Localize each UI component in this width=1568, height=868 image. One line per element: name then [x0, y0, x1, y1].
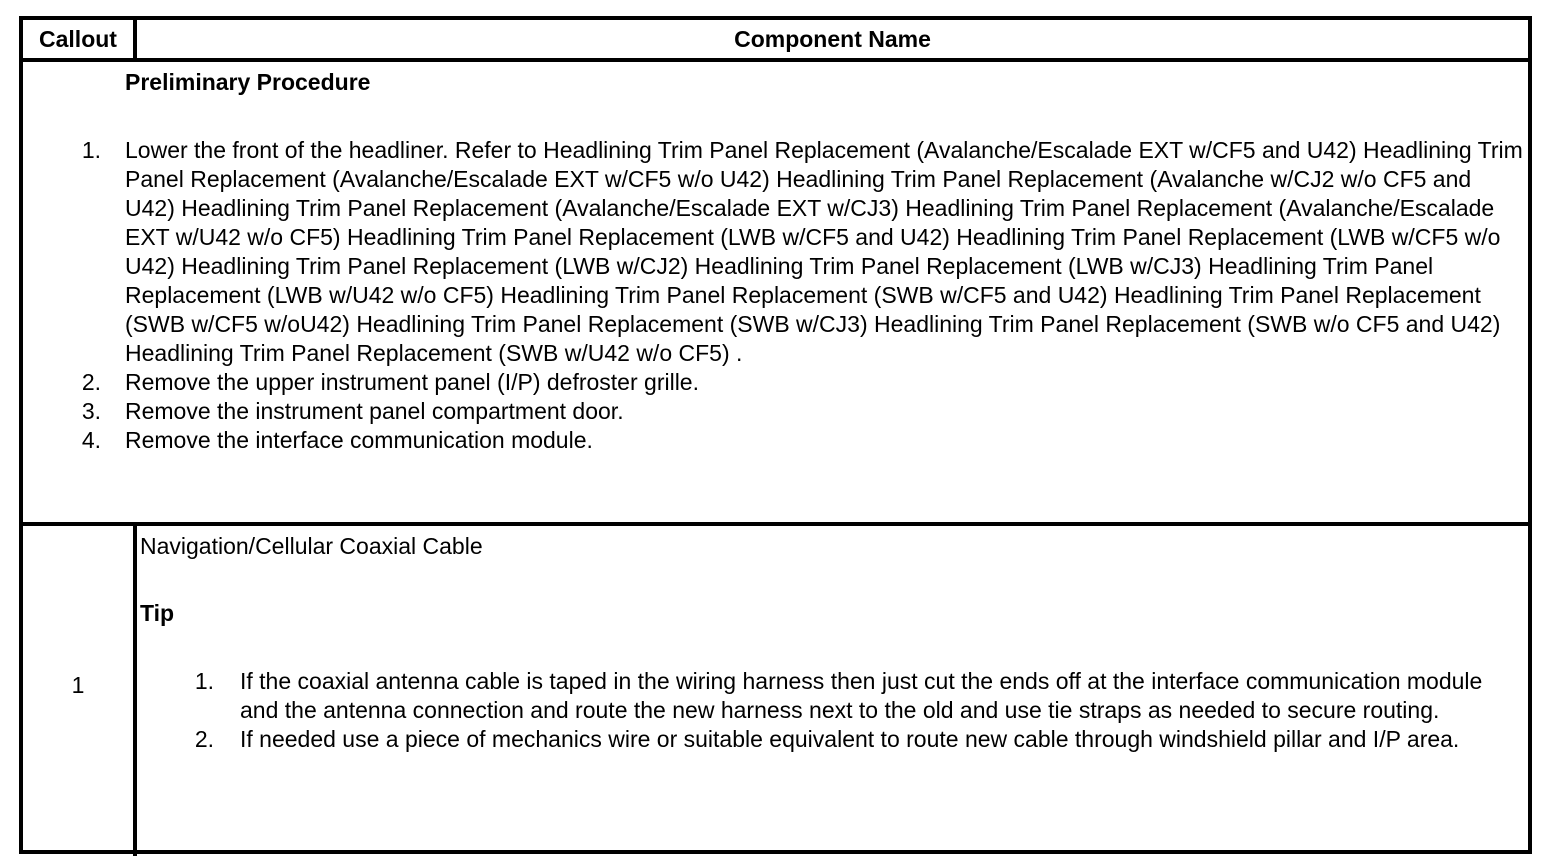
list-item	[194, 725, 1524, 754]
preliminary-procedure-section	[81, 68, 1524, 455]
preliminary-procedure-title: Preliminary Procedure	[125, 69, 371, 95]
step-text: Lower the front of the headliner. Refer to Headlining Trim Panel Replacement (Avalanche/Escalade EXT w/CF5 and U42) Headlining Trim Panel Replacement (Avalanche/Escalade EXT w/CF5 w/o U42) Headlining Trim Panel Replacement (Avalanche w/CJ2 w/o CF5 and U42) Headlining Trim Panel Replacement (Avalanche/Escalade EXT w/CJ3) Headlining Trim Panel Replacement (Avalanche/Escalade EXT w/U42 w/o CF5) Headlining Trim Panel Replacement (LWB w/CF5 and U42) Headlining Trim Panel Replacement (LWB w/CF5 w/o U42) Headlining Trim Panel Replacement (LWB w/CJ2) Headlining Trim Panel Replacement (LWB w/CJ3) Headlining Trim Panel Replacement (LWB w/U42 w/o CF5) Headlining Trim Panel Replacement (SWB w/CF5 and U42) Headlining Trim Panel Replacement (SWB w/CF5 w/oU42) Headlining Trim Panel Replacement (SWB w/CJ3) Headlining Trim Panel Replacement (SWB w/o CF5 and U42) Headlining Trim Panel Replacement (SWB w/U42 w/o CF5) .	[125, 137, 1523, 366]
step-text: Remove the instrument panel compartment door.	[125, 398, 624, 424]
header-divider	[23, 58, 1528, 62]
component-name-column-header: Component Name	[734, 26, 931, 52]
step-number: 3.	[81, 398, 101, 424]
preliminary-steps-list	[81, 136, 1524, 455]
tip-text: If the coaxial antenna cable is taped in the wiring harness then just cut the ends off at the interface communication module and the antenna connection and route the new harness next to the old and use tie straps as needed to secure routing.	[240, 668, 1483, 723]
step-number: 2.	[81, 369, 101, 395]
tip-number: 1.	[194, 668, 214, 694]
step-number: 1.	[81, 137, 101, 163]
step-text: Remove the interface communication module.	[125, 427, 593, 453]
tip-list	[194, 667, 1524, 754]
list-item	[81, 426, 1524, 455]
row-callout-number: 1	[71, 672, 85, 698]
table-row	[140, 532, 1524, 754]
component-name: Navigation/Cellular Coaxial Cable	[140, 533, 483, 559]
list-item	[81, 397, 1524, 426]
tip-title: Tip	[140, 600, 175, 626]
tip-text: If needed use a piece of mechanics wire or suitable equivalent to route new cable through windshield pillar and I/P area.	[240, 726, 1460, 752]
procedure-table	[19, 16, 1532, 854]
step-number: 4.	[81, 427, 101, 453]
row-divider	[23, 522, 1528, 526]
list-item	[81, 136, 1524, 368]
step-text: Remove the upper instrument panel (I/P) defroster grille.	[125, 369, 699, 395]
callout-column-header: Callout	[39, 26, 117, 52]
row-column-divider	[133, 522, 137, 856]
list-item	[194, 667, 1524, 725]
tip-number: 2.	[194, 726, 214, 752]
list-item	[81, 368, 1524, 397]
